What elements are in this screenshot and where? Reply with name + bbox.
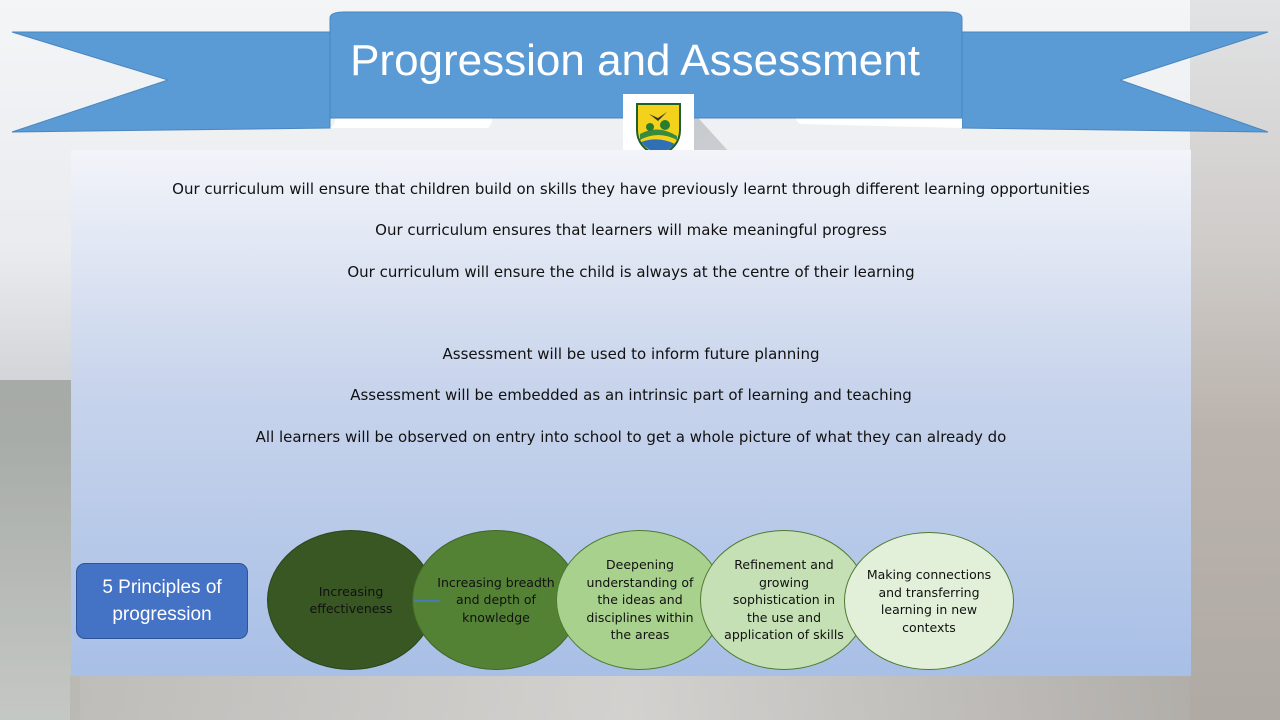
assessment-statement: All learners will be observed on entry into school to get a whole picture of what they can already do <box>255 428 1007 446</box>
principle-circle-4: Refinement and growing sophistication in the use and application of skills <box>700 530 868 670</box>
assessment-statement: Assessment will be embedded as an intrinsic part of learning and teaching <box>350 386 912 404</box>
principle-circle-5: Making connections and transferring learning in new contexts <box>844 532 1014 670</box>
background-playground <box>70 676 1190 720</box>
principles-label: 5 Principles of progression <box>76 563 248 639</box>
curriculum-statement: Our curriculum will ensure that children build on skills they have previously learnt through different learning opportunities <box>172 180 1090 198</box>
connector-arrow <box>414 600 440 602</box>
principle-circle-2: Increasing breadth and depth of knowledge <box>412 530 580 670</box>
curriculum-statement: Our curriculum ensures that learners will make meaningful progress <box>375 221 887 239</box>
principle-circle-1: Increasing effectiveness <box>267 530 435 670</box>
assessment-statement: Assessment will be used to inform future planning <box>442 345 820 363</box>
slide-title: Progression and Assessment <box>350 36 920 85</box>
curriculum-statement: Our curriculum will ensure the child is always at the centre of their learning <box>347 263 915 281</box>
background-trees <box>0 380 80 720</box>
principle-circle-3: Deepening understanding of the ideas and disciplines within the areas <box>556 530 724 670</box>
